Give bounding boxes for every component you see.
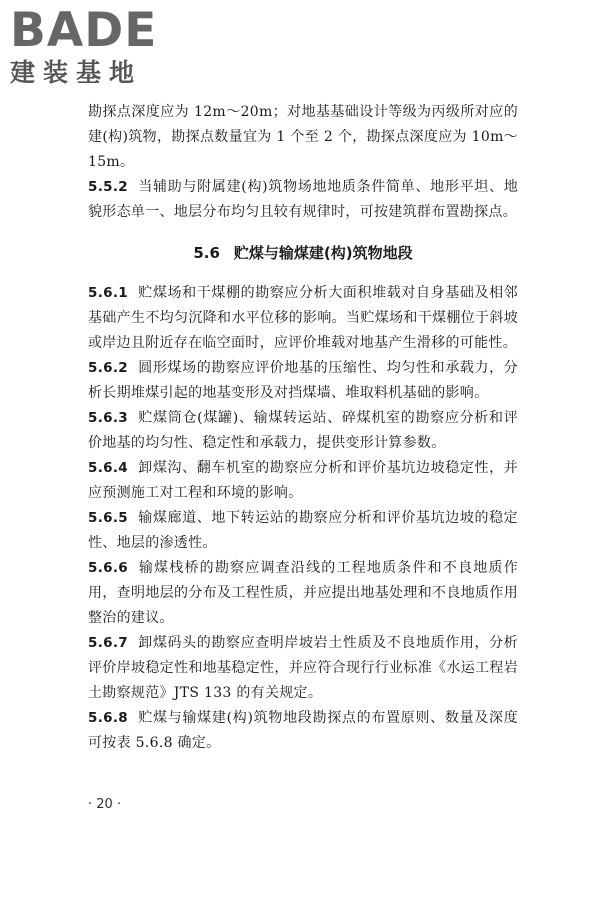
clause-text: 贮煤筒仓(煤罐)、输煤转运站、碎煤机室的勘察应分析和评价地基的均匀性、稳定性和承载力，提供变形计算参数。 xyxy=(88,410,518,451)
clause-text: 卸煤沟、翻车机室的勘察应分析和评价基坑边坡稳定性，并应预测施工对工程和环境的影响。 xyxy=(88,460,518,501)
clause-5-5-2 xyxy=(88,175,518,225)
clause-number: 5.6.2 xyxy=(88,360,128,376)
clause-5-6-5 xyxy=(88,506,518,556)
section-number: 5.6 xyxy=(193,244,220,262)
clause-text: 贮煤场和干煤棚的勘察应分析大面积堆载对自身基础及相邻基础产生不均匀沉降和水平位移的影响。当贮煤场和干煤棚位于斜坡或岸边且附近存在临空面时，应评价堆载对地基产生滑移的可能性。 xyxy=(88,285,518,351)
clause-text: 输煤栈桥的勘察应调查沿线的工程地质条件和不良地质作用，查明地层的分布及工程性质，并应提出地基处理和不良地质作用整治的建议。 xyxy=(88,560,518,626)
clause-number: 5.6.5 xyxy=(88,510,128,526)
clause-5-6-2 xyxy=(88,356,518,406)
clause-5-6-3 xyxy=(88,406,518,456)
clause-text: 输煤廊道、地下转运站的勘察应分析和评价基坑边坡的稳定性、地层的渗透性。 xyxy=(88,510,518,551)
document-body xyxy=(88,100,518,756)
clause-number: 5.6.7 xyxy=(88,635,128,651)
clause-text: 卸煤码头的勘察应查明岸坡岩土性质及不良地质作用，分析评价岸坡稳定性和地基稳定性，并应符合现行行业标准《水运工程岩土勘察规范》JTS 133 的有关规定。 xyxy=(88,635,518,701)
section-heading xyxy=(88,239,518,267)
clause-number: 5.6.3 xyxy=(88,410,128,426)
clause-number: 5.6.6 xyxy=(88,560,128,576)
logo-wordmark: BADE xyxy=(10,3,158,58)
clause-5-6-6 xyxy=(88,556,518,631)
section-title: 贮煤与输煤建(构)筑物地段 xyxy=(233,244,413,262)
bade-logo xyxy=(10,3,180,88)
clause-number: 5.6.8 xyxy=(88,710,128,726)
clause-number: 5.6.4 xyxy=(88,460,128,476)
intro-paragraph: 勘探点深度应为 12m～20m；对地基基础设计等级为丙级所对应的建(构)筑物，勘探点数量宜为 1 个至 2 个，勘探点深度应为 10m～15m。 xyxy=(88,104,518,170)
clause-text: 当辅助与附属建(构)筑物场地地质条件简单、地形平坦、地貌形态单一、地层分布均匀且较有规律时，可按建筑群布置勘探点。 xyxy=(88,179,518,220)
clause-text: 贮煤与输煤建(构)筑物地段勘探点的布置原则、数量及深度可按表 5.6.8 确定。 xyxy=(88,710,518,751)
clause-number: 5.6.1 xyxy=(88,285,128,301)
clause-5-6-1 xyxy=(88,281,518,356)
page-number: · 20 · xyxy=(88,797,122,812)
clause-5-6-4 xyxy=(88,456,518,506)
clause-text: 圆形煤场的勘察应评价地基的压缩性、均匀性和承载力，分析长期堆煤引起的地基变形及对挡煤墙、堆取料机基础的影响。 xyxy=(88,360,518,401)
clause-number: 5.5.2 xyxy=(88,179,128,195)
clause-5-6-8 xyxy=(88,706,518,756)
clause-5-6-7 xyxy=(88,631,518,706)
logo-subtitle: 建装基地 xyxy=(10,58,143,87)
